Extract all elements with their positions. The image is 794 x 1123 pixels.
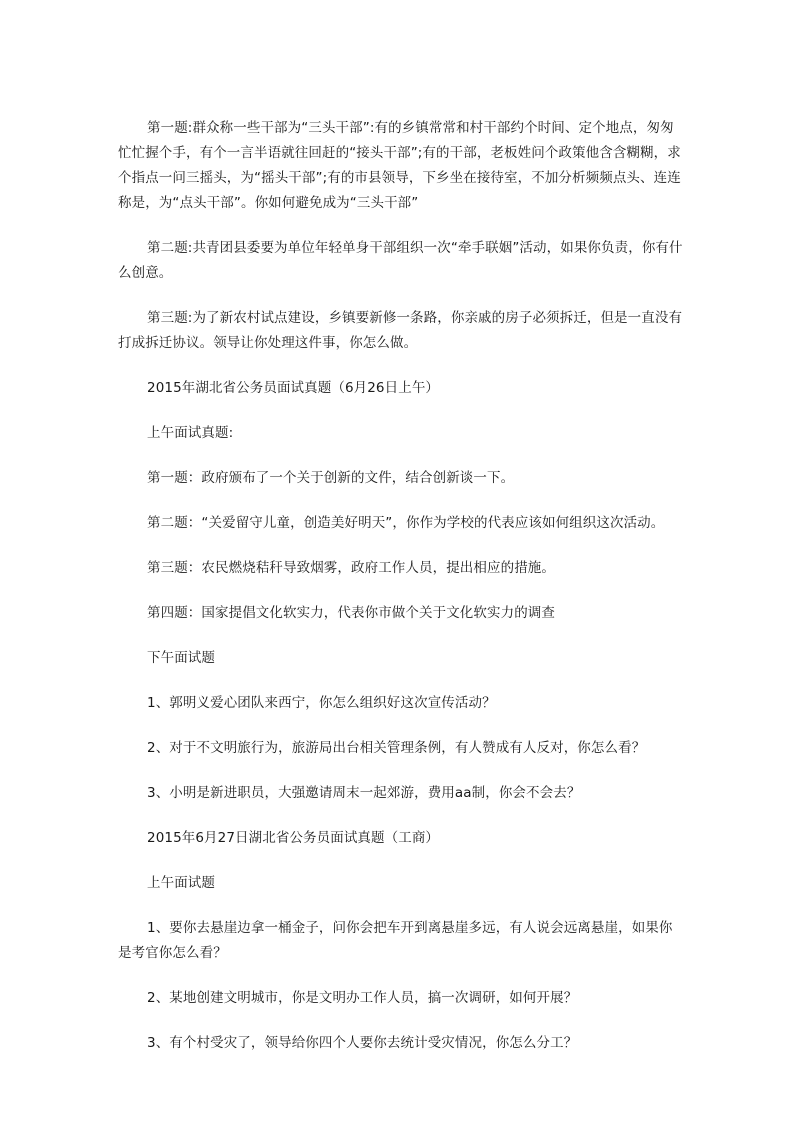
question-3-paragraph: 第三题:为了新农村试点建设，乡镇要新修一条路，你亲戚的房子必须拆迁，但是一直没有打成拆迁协议。领导让你处理这件事，你怎么做。 [118, 310, 683, 351]
morning-question-2: 第二题：“关爱留守儿童，创造美好明天”，你作为学校的代表应该如何组织这次活动。 [147, 515, 665, 531]
question-2-paragraph: 第二题:共青团县委要为单位年轻单身干部组织一次“牵手联姻”活动，如果你负责，你有什么创意。 [118, 240, 683, 281]
gongshang-question-1: 1、要你去悬崖边拿一桶金子，问你会把车开到离悬崖多远，有人说会远离悬崖，如果你是考官你怎么看？ [118, 920, 673, 961]
subheading-morning: 上午面试真题: [147, 425, 234, 441]
afternoon-question-3: 3、小明是新进职员，大强邀请周末一起郊游，费用aa制，你会不会去？ [147, 785, 581, 801]
subheading-afternoon: 下午面试题 [147, 650, 215, 666]
section-heading-june27: 2015年6月27日湖北省公务员面试真题（工商） [147, 830, 440, 846]
afternoon-question-2: 2、对于不文明旅行为，旅游局出台相关管理条例，有人赞成有人反对，你怎么看？ [147, 740, 646, 756]
gongshang-question-3: 3、有个村受灾了，领导给你四个人要你去统计受灾情况，你怎么分工？ [147, 1035, 578, 1051]
document-body [118, 116, 684, 1076]
morning-question-3: 第三题：农民燃烧秸秆导致烟雾，政府工作人员，提出相应的措施。 [147, 560, 555, 576]
afternoon-question-1: 1、郭明义爱心团队来西宁，你怎么组织好这次宣传活动？ [147, 695, 496, 711]
subheading-morning-gongshang: 上午面试题 [147, 875, 215, 891]
morning-question-4: 第四题：国家提倡文化软实力，代表你市做个关于文化软实力的调查 [147, 605, 555, 621]
section-heading-june26: 2015年湖北省公务员面试真题（6月26日上午） [147, 380, 440, 396]
question-1-paragraph: 第一题:群众称一些干部为“三头干部”:有的乡镇常常和村干部约个时间、定个地点，匆匆忙忙握个手，有个一言半语就往回赶的“接头干部”;有的干部，老板姓问个政策他含含糊糊，求个指点一问三摇头，为“摇头干部”;有的市县领导，下乡坐在接待室，不加分析频频点头、连连称是，为“点头干部”。你如何避免成为“三头干部” [118, 120, 681, 211]
gongshang-question-2: 2、某地创建文明城市，你是文明办工作人员，搞一次调研，如何开展？ [147, 990, 578, 1006]
morning-question-1: 第一题：政府颁布了一个关于创新的文件，结合创新谈一下。 [147, 470, 515, 486]
